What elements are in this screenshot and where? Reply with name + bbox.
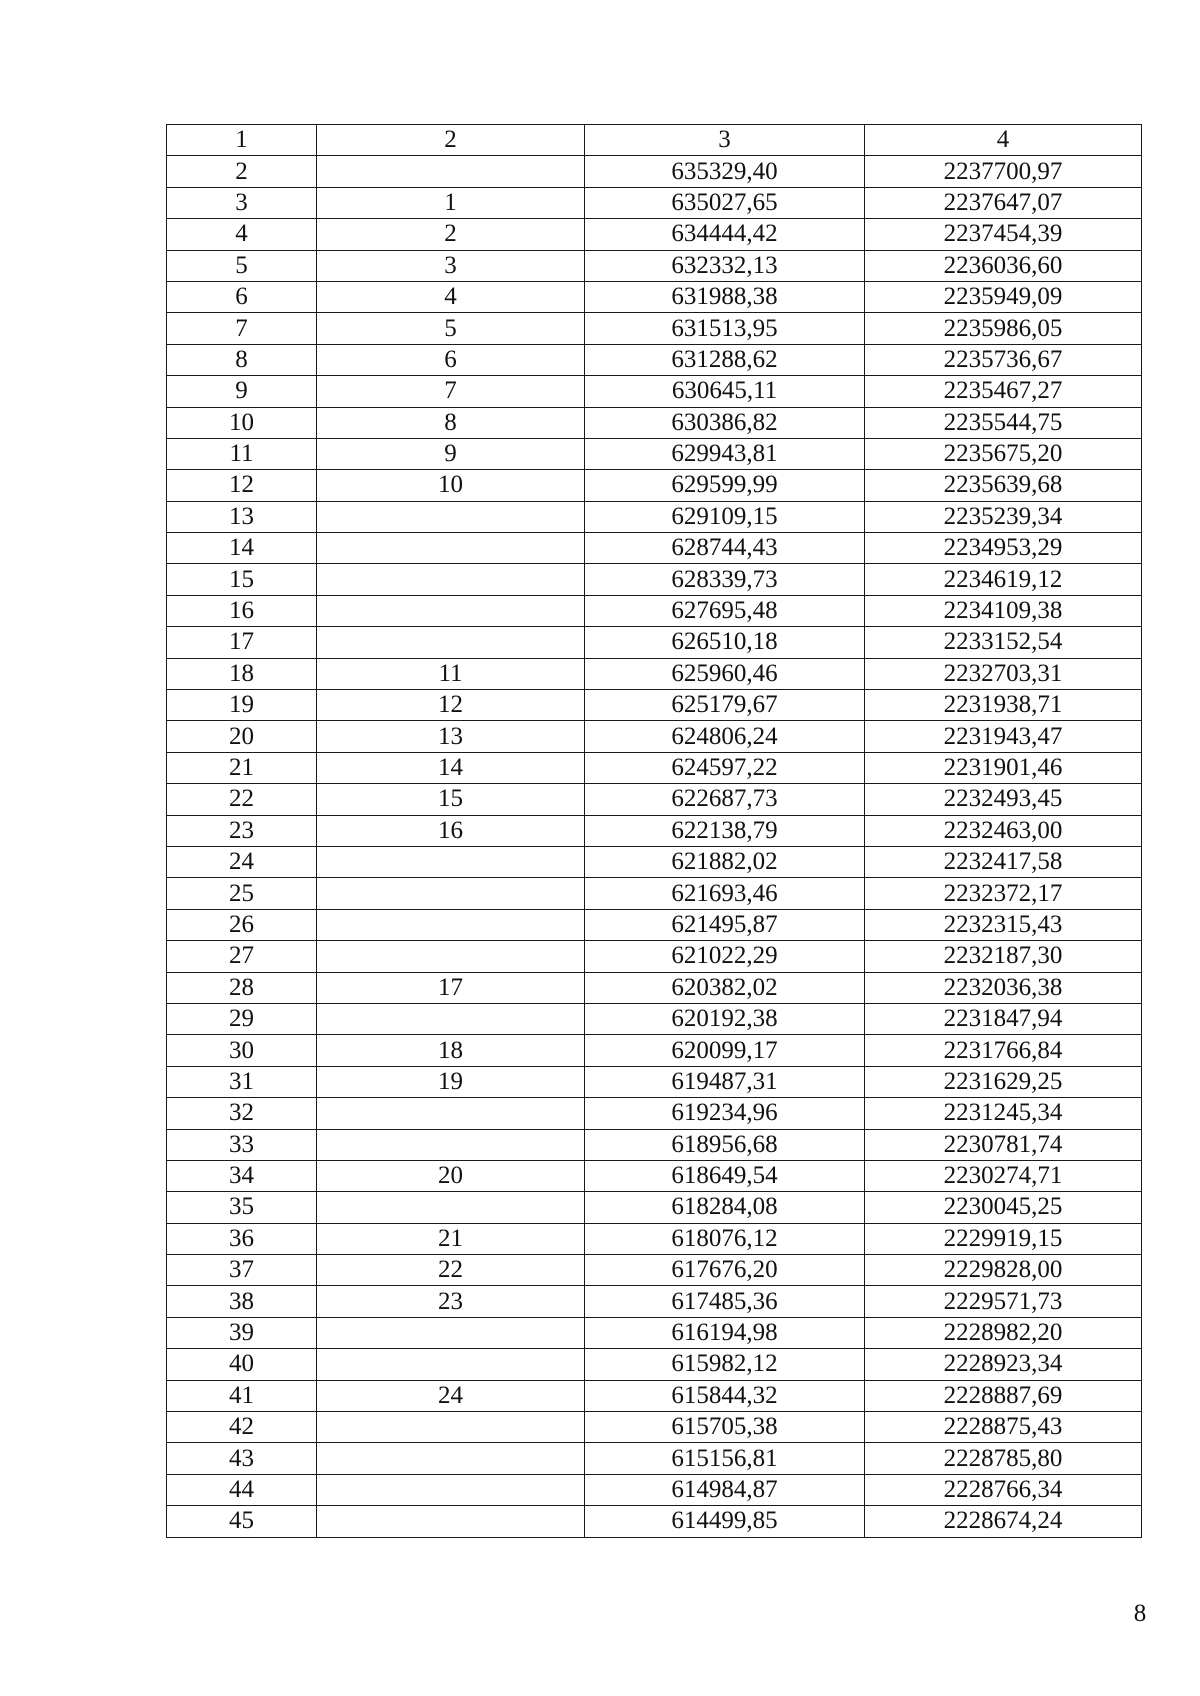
cell-section-number: 11 xyxy=(317,658,585,689)
table-row xyxy=(167,1443,1142,1474)
cell-y-coordinate: 2231629,25 xyxy=(865,1066,1142,1097)
cell-x-coordinate: 621882,02 xyxy=(585,846,865,877)
cell-point-number: 4 xyxy=(167,219,317,250)
cell-x-coordinate: 624597,22 xyxy=(585,752,865,783)
cell-point-number: 40 xyxy=(167,1349,317,1380)
cell-x-coordinate: 626510,18 xyxy=(585,627,865,658)
cell-x-coordinate: 620382,02 xyxy=(585,972,865,1003)
cell-x-coordinate: 614499,85 xyxy=(585,1506,865,1537)
header-cell-col1: 1 xyxy=(167,125,317,156)
cell-point-number: 30 xyxy=(167,1035,317,1066)
cell-point-number: 31 xyxy=(167,1066,317,1097)
cell-section-number: 7 xyxy=(317,376,585,407)
table-row xyxy=(167,1255,1142,1286)
cell-x-coordinate: 629943,81 xyxy=(585,438,865,469)
table-row xyxy=(167,1380,1142,1411)
cell-section-number xyxy=(317,564,585,595)
cell-section-number: 23 xyxy=(317,1286,585,1317)
cell-section-number: 16 xyxy=(317,815,585,846)
cell-point-number: 22 xyxy=(167,784,317,815)
cell-x-coordinate: 619234,96 xyxy=(585,1098,865,1129)
cell-section-number: 15 xyxy=(317,784,585,815)
cell-point-number: 36 xyxy=(167,1223,317,1254)
cell-x-coordinate: 635329,40 xyxy=(585,156,865,187)
page-number: 8 xyxy=(1133,1600,1147,1627)
cell-x-coordinate: 621495,87 xyxy=(585,909,865,940)
cell-y-coordinate: 2228887,69 xyxy=(865,1380,1142,1411)
cell-y-coordinate: 2235736,67 xyxy=(865,344,1142,375)
cell-section-number xyxy=(317,156,585,187)
table-row xyxy=(167,219,1142,250)
cell-section-number: 4 xyxy=(317,281,585,312)
cell-section-number: 22 xyxy=(317,1255,585,1286)
cell-y-coordinate: 2228766,34 xyxy=(865,1474,1142,1505)
cell-section-number: 6 xyxy=(317,344,585,375)
cell-point-number: 35 xyxy=(167,1192,317,1223)
cell-point-number: 27 xyxy=(167,941,317,972)
cell-point-number: 23 xyxy=(167,815,317,846)
cell-point-number: 25 xyxy=(167,878,317,909)
cell-x-coordinate: 620099,17 xyxy=(585,1035,865,1066)
cell-point-number: 9 xyxy=(167,376,317,407)
cell-y-coordinate: 2235949,09 xyxy=(865,281,1142,312)
cell-section-number: 24 xyxy=(317,1380,585,1411)
table-row xyxy=(167,501,1142,532)
cell-y-coordinate: 2229571,73 xyxy=(865,1286,1142,1317)
cell-y-coordinate: 2230045,25 xyxy=(865,1192,1142,1223)
cell-x-coordinate: 625960,46 xyxy=(585,658,865,689)
table-row xyxy=(167,187,1142,218)
cell-x-coordinate: 624806,24 xyxy=(585,721,865,752)
cell-point-number: 19 xyxy=(167,690,317,721)
cell-x-coordinate: 634444,42 xyxy=(585,219,865,250)
cell-point-number: 16 xyxy=(167,595,317,626)
table-row xyxy=(167,1192,1142,1223)
cell-point-number: 17 xyxy=(167,627,317,658)
cell-y-coordinate: 2232315,43 xyxy=(865,909,1142,940)
cell-x-coordinate: 616194,98 xyxy=(585,1317,865,1348)
cell-y-coordinate: 2229919,15 xyxy=(865,1223,1142,1254)
cell-x-coordinate: 617485,36 xyxy=(585,1286,865,1317)
header-cell-col4: 4 xyxy=(865,125,1142,156)
cell-x-coordinate: 621693,46 xyxy=(585,878,865,909)
cell-y-coordinate: 2231766,84 xyxy=(865,1035,1142,1066)
table-row xyxy=(167,533,1142,564)
cell-y-coordinate: 2232417,58 xyxy=(865,846,1142,877)
cell-point-number: 43 xyxy=(167,1443,317,1474)
table-row xyxy=(167,1474,1142,1505)
cell-x-coordinate: 620192,38 xyxy=(585,1003,865,1034)
table-row xyxy=(167,846,1142,877)
header-cell-col3: 3 xyxy=(585,125,865,156)
cell-y-coordinate: 2231901,46 xyxy=(865,752,1142,783)
table-row xyxy=(167,250,1142,281)
cell-y-coordinate: 2231938,71 xyxy=(865,690,1142,721)
cell-x-coordinate: 618649,54 xyxy=(585,1160,865,1191)
cell-x-coordinate: 630386,82 xyxy=(585,407,865,438)
cell-x-coordinate: 625179,67 xyxy=(585,690,865,721)
cell-y-coordinate: 2232703,31 xyxy=(865,658,1142,689)
cell-y-coordinate: 2235986,05 xyxy=(865,313,1142,344)
table-row xyxy=(167,156,1142,187)
cell-y-coordinate: 2235239,34 xyxy=(865,501,1142,532)
cell-section-number xyxy=(317,627,585,658)
cell-x-coordinate: 618284,08 xyxy=(585,1192,865,1223)
cell-y-coordinate: 2228982,20 xyxy=(865,1317,1142,1348)
cell-x-coordinate: 631288,62 xyxy=(585,344,865,375)
cell-x-coordinate: 629109,15 xyxy=(585,501,865,532)
table-row xyxy=(167,1003,1142,1034)
cell-x-coordinate: 631513,95 xyxy=(585,313,865,344)
cell-point-number: 11 xyxy=(167,438,317,469)
cell-point-number: 15 xyxy=(167,564,317,595)
cell-y-coordinate: 2232463,00 xyxy=(865,815,1142,846)
cell-x-coordinate: 629599,99 xyxy=(585,470,865,501)
table-row xyxy=(167,1160,1142,1191)
cell-point-number: 44 xyxy=(167,1474,317,1505)
cell-y-coordinate: 2231245,34 xyxy=(865,1098,1142,1129)
cell-section-number xyxy=(317,941,585,972)
cell-section-number xyxy=(317,878,585,909)
cell-section-number xyxy=(317,1474,585,1505)
cell-x-coordinate: 614984,87 xyxy=(585,1474,865,1505)
cell-section-number: 5 xyxy=(317,313,585,344)
cell-y-coordinate: 2228674,24 xyxy=(865,1506,1142,1537)
table-row xyxy=(167,438,1142,469)
cell-section-number xyxy=(317,595,585,626)
cell-y-coordinate: 2230781,74 xyxy=(865,1129,1142,1160)
cell-y-coordinate: 2234619,12 xyxy=(865,564,1142,595)
table-row xyxy=(167,1098,1142,1129)
cell-section-number xyxy=(317,1003,585,1034)
table-row xyxy=(167,1129,1142,1160)
header-cell-col2: 2 xyxy=(317,125,585,156)
cell-y-coordinate: 2232036,38 xyxy=(865,972,1142,1003)
cell-section-number xyxy=(317,1443,585,1474)
table-row xyxy=(167,941,1142,972)
cell-point-number: 32 xyxy=(167,1098,317,1129)
cell-point-number: 6 xyxy=(167,281,317,312)
cell-section-number: 14 xyxy=(317,752,585,783)
cell-point-number: 26 xyxy=(167,909,317,940)
table-row xyxy=(167,815,1142,846)
cell-section-number: 19 xyxy=(317,1066,585,1097)
table-row xyxy=(167,1506,1142,1537)
cell-section-number xyxy=(317,1129,585,1160)
table-row xyxy=(167,658,1142,689)
cell-y-coordinate: 2236036,60 xyxy=(865,250,1142,281)
cell-section-number xyxy=(317,846,585,877)
cell-section-number xyxy=(317,1317,585,1348)
cell-point-number: 5 xyxy=(167,250,317,281)
cell-y-coordinate: 2228923,34 xyxy=(865,1349,1142,1380)
cell-section-number: 8 xyxy=(317,407,585,438)
cell-point-number: 34 xyxy=(167,1160,317,1191)
cell-point-number: 14 xyxy=(167,533,317,564)
table-row xyxy=(167,1066,1142,1097)
cell-point-number: 45 xyxy=(167,1506,317,1537)
table-row xyxy=(167,407,1142,438)
cell-y-coordinate: 2237647,07 xyxy=(865,187,1142,218)
cell-section-number: 20 xyxy=(317,1160,585,1191)
cell-point-number: 12 xyxy=(167,470,317,501)
table-row xyxy=(167,690,1142,721)
cell-section-number xyxy=(317,1506,585,1537)
table-row xyxy=(167,1035,1142,1066)
cell-y-coordinate: 2233152,54 xyxy=(865,627,1142,658)
table-row xyxy=(167,344,1142,375)
cell-y-coordinate: 2235467,27 xyxy=(865,376,1142,407)
cell-point-number: 39 xyxy=(167,1317,317,1348)
coordinates-table-body xyxy=(167,125,1142,1538)
cell-section-number: 9 xyxy=(317,438,585,469)
table-row xyxy=(167,564,1142,595)
cell-point-number: 18 xyxy=(167,658,317,689)
cell-section-number xyxy=(317,1412,585,1443)
table-row xyxy=(167,1412,1142,1443)
cell-point-number: 24 xyxy=(167,846,317,877)
cell-y-coordinate: 2237454,39 xyxy=(865,219,1142,250)
cell-x-coordinate: 615156,81 xyxy=(585,1443,865,1474)
cell-point-number: 41 xyxy=(167,1380,317,1411)
cell-x-coordinate: 615982,12 xyxy=(585,1349,865,1380)
cell-y-coordinate: 2237700,97 xyxy=(865,156,1142,187)
cell-x-coordinate: 632332,13 xyxy=(585,250,865,281)
cell-y-coordinate: 2232372,17 xyxy=(865,878,1142,909)
cell-x-coordinate: 615844,32 xyxy=(585,1380,865,1411)
cell-section-number: 2 xyxy=(317,219,585,250)
cell-section-number xyxy=(317,501,585,532)
cell-section-number xyxy=(317,1192,585,1223)
table-row xyxy=(167,470,1142,501)
cell-y-coordinate: 2229828,00 xyxy=(865,1255,1142,1286)
table-row xyxy=(167,721,1142,752)
cell-section-number: 18 xyxy=(317,1035,585,1066)
cell-section-number: 12 xyxy=(317,690,585,721)
table-row xyxy=(167,376,1142,407)
cell-point-number: 3 xyxy=(167,187,317,218)
table-row xyxy=(167,627,1142,658)
cell-x-coordinate: 631988,38 xyxy=(585,281,865,312)
cell-point-number: 8 xyxy=(167,344,317,375)
table-row xyxy=(167,752,1142,783)
table-row xyxy=(167,1317,1142,1348)
cell-point-number: 21 xyxy=(167,752,317,783)
cell-x-coordinate: 622138,79 xyxy=(585,815,865,846)
cell-point-number: 10 xyxy=(167,407,317,438)
table-header-row xyxy=(167,125,1142,156)
cell-point-number: 37 xyxy=(167,1255,317,1286)
cell-section-number: 21 xyxy=(317,1223,585,1254)
cell-x-coordinate: 622687,73 xyxy=(585,784,865,815)
cell-x-coordinate: 621022,29 xyxy=(585,941,865,972)
cell-y-coordinate: 2231847,94 xyxy=(865,1003,1142,1034)
cell-point-number: 28 xyxy=(167,972,317,1003)
cell-section-number xyxy=(317,1349,585,1380)
cell-point-number: 42 xyxy=(167,1412,317,1443)
cell-point-number: 33 xyxy=(167,1129,317,1160)
cell-section-number xyxy=(317,533,585,564)
table-row xyxy=(167,1286,1142,1317)
table-row xyxy=(167,878,1142,909)
cell-x-coordinate: 630645,11 xyxy=(585,376,865,407)
table-row xyxy=(167,313,1142,344)
cell-y-coordinate: 2232187,30 xyxy=(865,941,1142,972)
cell-point-number: 29 xyxy=(167,1003,317,1034)
cell-section-number xyxy=(317,909,585,940)
cell-y-coordinate: 2235544,75 xyxy=(865,407,1142,438)
cell-section-number: 17 xyxy=(317,972,585,1003)
cell-y-coordinate: 2235639,68 xyxy=(865,470,1142,501)
coordinates-table xyxy=(166,124,1142,1538)
cell-x-coordinate: 618956,68 xyxy=(585,1129,865,1160)
table-row xyxy=(167,784,1142,815)
table-row xyxy=(167,909,1142,940)
cell-y-coordinate: 2228785,80 xyxy=(865,1443,1142,1474)
cell-y-coordinate: 2235675,20 xyxy=(865,438,1142,469)
cell-y-coordinate: 2232493,45 xyxy=(865,784,1142,815)
cell-y-coordinate: 2228875,43 xyxy=(865,1412,1142,1443)
cell-x-coordinate: 635027,65 xyxy=(585,187,865,218)
table-row xyxy=(167,281,1142,312)
cell-y-coordinate: 2234109,38 xyxy=(865,595,1142,626)
cell-point-number: 20 xyxy=(167,721,317,752)
cell-y-coordinate: 2234953,29 xyxy=(865,533,1142,564)
cell-y-coordinate: 2230274,71 xyxy=(865,1160,1142,1191)
cell-section-number: 1 xyxy=(317,187,585,218)
cell-x-coordinate: 627695,48 xyxy=(585,595,865,626)
cell-point-number: 2 xyxy=(167,156,317,187)
cell-x-coordinate: 628339,73 xyxy=(585,564,865,595)
cell-y-coordinate: 2231943,47 xyxy=(865,721,1142,752)
table-row xyxy=(167,972,1142,1003)
cell-point-number: 7 xyxy=(167,313,317,344)
cell-section-number: 13 xyxy=(317,721,585,752)
cell-x-coordinate: 618076,12 xyxy=(585,1223,865,1254)
cell-x-coordinate: 628744,43 xyxy=(585,533,865,564)
cell-section-number: 3 xyxy=(317,250,585,281)
cell-x-coordinate: 617676,20 xyxy=(585,1255,865,1286)
table-row xyxy=(167,1349,1142,1380)
cell-point-number: 13 xyxy=(167,501,317,532)
table-row xyxy=(167,1223,1142,1254)
cell-section-number: 10 xyxy=(317,470,585,501)
cell-x-coordinate: 615705,38 xyxy=(585,1412,865,1443)
cell-point-number: 38 xyxy=(167,1286,317,1317)
cell-section-number xyxy=(317,1098,585,1129)
table-row xyxy=(167,595,1142,626)
cell-x-coordinate: 619487,31 xyxy=(585,1066,865,1097)
